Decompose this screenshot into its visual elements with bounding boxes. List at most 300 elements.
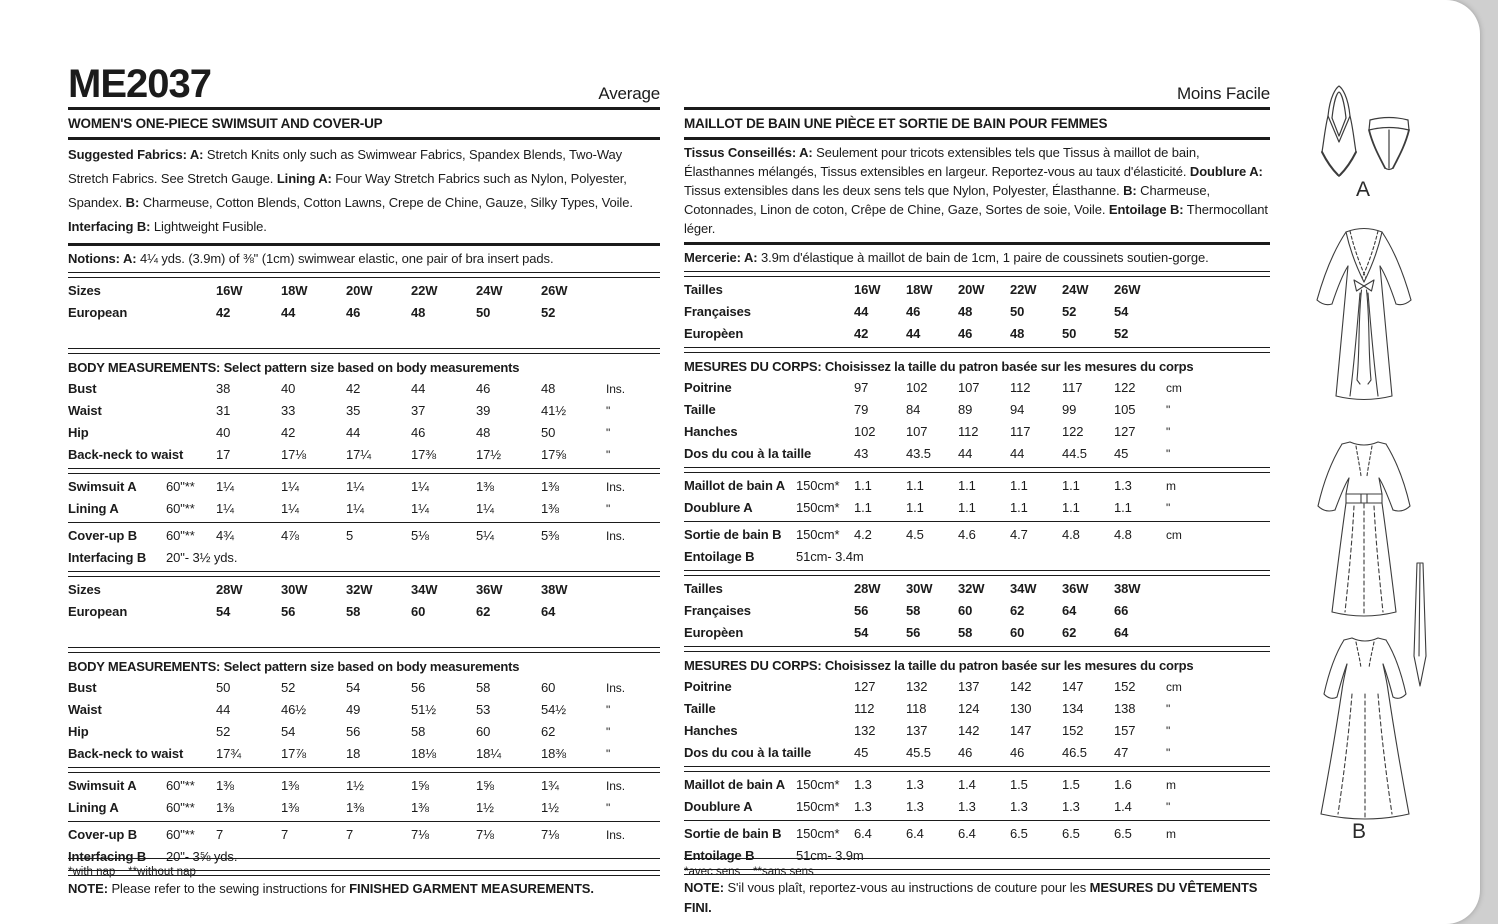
row-value: 1½ bbox=[541, 800, 559, 815]
row-value: 47 bbox=[1114, 745, 1129, 760]
row-value: 94 bbox=[1010, 402, 1025, 417]
row-label: Cover-up B bbox=[68, 827, 138, 842]
row-value: 6.4 bbox=[958, 826, 976, 841]
row-value: 53 bbox=[476, 702, 491, 717]
row-value: 56 bbox=[854, 603, 869, 618]
english-column bbox=[68, 56, 660, 902]
row-value: 39 bbox=[476, 403, 491, 418]
row-value: 127 bbox=[854, 679, 876, 694]
row-value: 124 bbox=[958, 701, 980, 716]
row-value: 7⅛ bbox=[541, 827, 559, 842]
row-value: 44 bbox=[411, 381, 426, 396]
row-value: 50 bbox=[1010, 304, 1025, 319]
row-value: 5⅛ bbox=[411, 528, 429, 543]
row-value: 44 bbox=[1010, 446, 1025, 461]
row-value: 38W bbox=[1114, 581, 1141, 596]
table-row bbox=[684, 720, 1270, 742]
coverup-b-back-illustration bbox=[1312, 632, 1418, 828]
row-value: 31 bbox=[216, 403, 231, 418]
row-unit: " bbox=[1166, 724, 1171, 738]
row-label: Interfacing B bbox=[68, 550, 147, 565]
row-value: 84 bbox=[906, 402, 921, 417]
row-value: 17⅝ bbox=[541, 447, 567, 462]
table-row bbox=[68, 547, 660, 569]
table-row bbox=[684, 399, 1270, 421]
row-value: 122 bbox=[1114, 380, 1136, 395]
table-row bbox=[68, 444, 660, 466]
row-value: 142 bbox=[1010, 679, 1032, 694]
garment-illustrations bbox=[1300, 78, 1490, 878]
row-value: 44 bbox=[906, 326, 921, 341]
row-unit: " bbox=[606, 426, 611, 440]
table-row bbox=[684, 823, 1270, 845]
row-label: Françaises bbox=[684, 304, 751, 319]
row-value: 7 bbox=[216, 827, 224, 842]
view-b-label: B bbox=[1352, 820, 1367, 843]
row-value: 1¼ bbox=[281, 479, 299, 494]
divider bbox=[684, 820, 1270, 821]
row-value: 42 bbox=[281, 425, 296, 440]
row-value: 35 bbox=[346, 403, 361, 418]
french-column bbox=[684, 56, 1270, 921]
row-unit: " bbox=[1166, 403, 1171, 417]
table-row bbox=[684, 323, 1270, 345]
row-value: 46 bbox=[476, 381, 491, 396]
row-value: 1½ bbox=[346, 778, 364, 793]
row-value: 60 bbox=[476, 724, 491, 739]
row-value: 79 bbox=[854, 402, 869, 417]
difficulty-english: Average bbox=[598, 84, 660, 103]
swimsuit-a-illustration bbox=[1314, 84, 1416, 186]
row-value: 44 bbox=[216, 702, 231, 717]
row-value: 1⅜ bbox=[281, 778, 299, 793]
row-value: 132 bbox=[854, 723, 876, 738]
row-value: 58 bbox=[411, 724, 426, 739]
row-value: 17 bbox=[216, 447, 231, 462]
row-value: 42 bbox=[346, 381, 361, 396]
row-value: 54 bbox=[1114, 304, 1129, 319]
row-value: 17⅜ bbox=[411, 447, 437, 462]
row-value: 1.1 bbox=[854, 500, 872, 515]
row-label: European bbox=[68, 305, 128, 320]
row-value: 32W bbox=[346, 582, 373, 597]
row-value: 44 bbox=[958, 446, 973, 461]
tissus-conseilles-paragraph: Tissus Conseillés: A: Seulement pour tricots extensibles tels que Tissus à maillot de bain, Élasthannes mélangés, Tissus extensibles en largeur. Reportez-vous au taux d'élasticité. Doublure A: Tissus extensibles dans les deux sens tels que Nylon, Polyester, Élasthanne. B: Charmeuse, Cotonnades, Linon de coton, Crêpe de Chine, Gaze, Sortes de soie, Voile. Entoilage B: Thermocollant léger. bbox=[684, 145, 1268, 236]
row-value: 5¼ bbox=[476, 528, 494, 543]
row-label: Maillot de bain A bbox=[684, 478, 786, 493]
row-value: 48 bbox=[1010, 326, 1025, 341]
row-value: 66 bbox=[1114, 603, 1129, 618]
row-label: Swimsuit A bbox=[68, 778, 137, 793]
row-value: 40 bbox=[281, 381, 296, 396]
row-width-spec: 51cm- 3.9m bbox=[796, 848, 864, 863]
row-value: 45 bbox=[1114, 446, 1129, 461]
row-label: Tailles bbox=[684, 282, 723, 297]
row-value: 28W bbox=[854, 581, 881, 596]
row-value: 30W bbox=[281, 582, 308, 597]
row-value: 157 bbox=[1114, 723, 1136, 738]
row-value: 1.3 bbox=[906, 777, 924, 792]
row-label: Entoilage B bbox=[684, 549, 755, 564]
row-value: 56 bbox=[906, 625, 921, 640]
row-label: Lining A bbox=[68, 501, 119, 516]
mesures-du-corps-heading-1: MESURES DU CORPS: Choisissez la taille du patron basée sur les mesures du corps bbox=[684, 359, 1194, 374]
coverup-b-front-illustration bbox=[1314, 220, 1416, 406]
row-value: 4¾ bbox=[216, 528, 234, 543]
table-row bbox=[684, 622, 1270, 644]
suggested-fabrics-paragraph: Suggested Fabrics: A: Stretch Knits only such as Swimwear Fabrics, Spandex Blends, Two-Way Stretch Fabrics. See Stretch Gauge. Lining A: Four Way Stretch Fabrics such as Nylon, Polyester, Spandex. B: Charmeuse, Cotton Blends, Cotton Lawns, Crepe de Chine, Gauze, Silky Types, Voile. Interfacing B: Lightweight Fusible. bbox=[68, 147, 633, 234]
row-width-spec: 51cm- 3.4m bbox=[796, 549, 864, 564]
row-unit: " bbox=[606, 747, 611, 761]
row-value: 44 bbox=[346, 425, 361, 440]
mesures-table-2 bbox=[684, 676, 1270, 764]
row-label: Bust bbox=[68, 381, 97, 396]
row-value: 5⅜ bbox=[541, 528, 559, 543]
row-label: Swimsuit A bbox=[68, 479, 137, 494]
row-value: 54 bbox=[854, 625, 869, 640]
row-value: 50 bbox=[476, 305, 491, 320]
row-value: 44 bbox=[854, 304, 869, 319]
row-value: 147 bbox=[1010, 723, 1032, 738]
row-value: 48 bbox=[958, 304, 973, 319]
table-row bbox=[684, 443, 1270, 465]
table-row bbox=[684, 578, 1270, 600]
row-unit: " bbox=[606, 801, 611, 815]
row-value: 45 bbox=[854, 745, 869, 760]
sizes-table-2 bbox=[68, 579, 660, 623]
row-value: 130 bbox=[1010, 701, 1032, 716]
row-value: 152 bbox=[1062, 723, 1084, 738]
pattern-number: ME2037 bbox=[68, 62, 211, 106]
nap-footnote-english: *with nap **without nap bbox=[68, 866, 196, 878]
row-unit: " bbox=[1166, 746, 1171, 760]
row-value: 107 bbox=[958, 380, 980, 395]
row-unit: Ins. bbox=[606, 828, 625, 842]
row-value: 58 bbox=[906, 603, 921, 618]
body-measurements-table-1 bbox=[68, 378, 660, 466]
footnote-block-english bbox=[68, 856, 660, 881]
divider bbox=[684, 570, 1270, 576]
row-value: 137 bbox=[958, 679, 980, 694]
row-value: 117 bbox=[1010, 424, 1031, 439]
row-value: 102 bbox=[854, 424, 876, 439]
row-value: 1.5 bbox=[1062, 777, 1080, 792]
divider bbox=[68, 272, 660, 278]
row-value: 6.4 bbox=[854, 826, 872, 841]
row-value: 20W bbox=[958, 282, 985, 297]
mesures-table-1 bbox=[684, 377, 1270, 465]
row-value: 17⅞ bbox=[281, 746, 307, 761]
coverup-b-back-belted-illustration bbox=[1314, 434, 1416, 622]
table-row bbox=[68, 824, 660, 846]
row-width-spec: 150cm* bbox=[796, 777, 840, 792]
row-value: 46 bbox=[346, 305, 361, 320]
divider bbox=[68, 348, 660, 354]
row-unit: " bbox=[606, 404, 611, 418]
row-width-spec: 60"** bbox=[166, 501, 195, 516]
row-value: 1.1 bbox=[854, 478, 872, 493]
row-value: 62 bbox=[1062, 625, 1077, 640]
table-row bbox=[68, 422, 660, 444]
row-value: 36W bbox=[476, 582, 503, 597]
table-row bbox=[68, 579, 660, 601]
row-unit: " bbox=[606, 725, 611, 739]
row-width-spec: 150cm* bbox=[796, 500, 840, 515]
row-value: 142 bbox=[958, 723, 980, 738]
row-value: 44.5 bbox=[1062, 446, 1087, 461]
row-value: 41½ bbox=[541, 403, 567, 418]
tailles-table-1 bbox=[684, 279, 1270, 345]
row-value: 18W bbox=[281, 283, 308, 298]
row-value: 52 bbox=[541, 305, 556, 320]
table-row bbox=[68, 721, 660, 743]
row-unit: cm bbox=[1166, 381, 1182, 395]
row-value: 48 bbox=[476, 425, 491, 440]
row-value: 46.5 bbox=[1062, 745, 1087, 760]
table-row bbox=[684, 475, 1270, 497]
row-width-spec: 20"- 3⅝ yds. bbox=[166, 849, 238, 864]
row-value: 34W bbox=[1010, 581, 1037, 596]
row-value: 127 bbox=[1114, 424, 1136, 439]
divider bbox=[684, 858, 1270, 859]
row-unit: Ins. bbox=[606, 681, 625, 695]
row-value: 40 bbox=[216, 425, 231, 440]
row-unit: m bbox=[1166, 778, 1176, 792]
row-value: 1.1 bbox=[1062, 500, 1080, 515]
row-value: 1⅜ bbox=[541, 501, 559, 516]
table-row bbox=[68, 400, 660, 422]
row-value: 7 bbox=[281, 827, 289, 842]
row-value: 99 bbox=[1062, 402, 1077, 417]
row-label: Interfacing B bbox=[68, 849, 147, 864]
row-value: 112 bbox=[958, 424, 979, 439]
sizes-table-1 bbox=[68, 280, 660, 324]
row-value: 30W bbox=[906, 581, 933, 596]
row-value: 4.2 bbox=[854, 527, 872, 542]
row-label: Maillot de bain A bbox=[684, 777, 786, 792]
row-value: 42 bbox=[216, 305, 231, 320]
note-line-french: NOTE: S'il vous plaît, reportez-vous au instructions de couture pour les MESURES DU VÊTEMENTS FINI. bbox=[684, 880, 1258, 915]
row-value: 122 bbox=[1062, 424, 1084, 439]
row-value: 46 bbox=[958, 745, 973, 760]
divider bbox=[684, 521, 1270, 522]
row-value: 105 bbox=[1114, 402, 1136, 417]
table-row bbox=[684, 524, 1270, 546]
row-value: 4.5 bbox=[906, 527, 924, 542]
row-label: Sortie de bain B bbox=[684, 826, 782, 841]
row-value: 117 bbox=[1062, 380, 1083, 395]
table-row bbox=[68, 302, 660, 324]
row-label: Europèen bbox=[684, 625, 744, 640]
row-label: Cover-up B bbox=[68, 528, 138, 543]
row-value: 1¼ bbox=[411, 501, 429, 516]
row-value: 46 bbox=[958, 326, 973, 341]
row-label: Françaises bbox=[684, 603, 751, 618]
row-value: 20W bbox=[346, 283, 373, 298]
row-value: 17½ bbox=[476, 447, 502, 462]
table-row bbox=[68, 525, 660, 547]
row-label: Dos du cou à la taille bbox=[684, 745, 812, 760]
row-value: 1.5 bbox=[1010, 777, 1028, 792]
divider bbox=[68, 571, 660, 577]
row-value: 17⅛ bbox=[281, 447, 307, 462]
row-value: 18⅜ bbox=[541, 746, 567, 761]
row-value: 50 bbox=[1062, 326, 1077, 341]
row-value: 1⅜ bbox=[281, 800, 299, 815]
row-unit: cm bbox=[1166, 680, 1182, 694]
row-value: 4.7 bbox=[1010, 527, 1028, 542]
row-value: 48 bbox=[541, 381, 556, 396]
row-label: Hanches bbox=[684, 723, 738, 738]
row-value: 62 bbox=[541, 724, 556, 739]
row-value: 1¼ bbox=[216, 479, 234, 494]
divider bbox=[68, 137, 660, 140]
row-value: 4.8 bbox=[1114, 527, 1132, 542]
row-unit: " bbox=[1166, 425, 1171, 439]
table-row bbox=[68, 797, 660, 819]
row-value: 89 bbox=[958, 402, 973, 417]
row-value: 1.1 bbox=[1062, 478, 1080, 493]
row-value: 58 bbox=[476, 680, 491, 695]
table-row bbox=[68, 743, 660, 765]
row-value: 17¾ bbox=[216, 746, 242, 761]
table-row bbox=[68, 280, 660, 302]
row-label: Taille bbox=[684, 402, 716, 417]
row-value: 1¼ bbox=[346, 479, 364, 494]
row-label: Bust bbox=[68, 680, 97, 695]
row-value: 22W bbox=[411, 283, 438, 298]
divider bbox=[68, 522, 660, 523]
row-value: 1.1 bbox=[1114, 500, 1132, 515]
row-value: 1.1 bbox=[906, 478, 924, 493]
row-value: 16W bbox=[216, 283, 243, 298]
difficulty-french: Moins Facile bbox=[1176, 84, 1270, 103]
table-row bbox=[684, 742, 1270, 764]
divider bbox=[68, 468, 660, 474]
row-unit: " bbox=[606, 703, 611, 717]
row-unit: " bbox=[606, 502, 611, 516]
row-value: 16W bbox=[854, 282, 881, 297]
table-row bbox=[684, 546, 1270, 568]
row-unit: cm bbox=[1166, 528, 1182, 542]
row-width-spec: 60"** bbox=[166, 800, 195, 815]
row-value: 102 bbox=[906, 380, 928, 395]
spacer bbox=[68, 623, 660, 645]
row-value: 36W bbox=[1062, 581, 1089, 596]
body-measurements-heading-2: BODY MEASUREMENTS: Select pattern size based on body measurements bbox=[68, 659, 520, 674]
row-unit: Ins. bbox=[606, 529, 625, 543]
row-value: 34W bbox=[411, 582, 438, 597]
row-value: 1.4 bbox=[1114, 799, 1132, 814]
row-value: 17¼ bbox=[346, 447, 372, 462]
row-value: 46 bbox=[1010, 745, 1025, 760]
divider bbox=[684, 347, 1270, 353]
row-label: Back-neck to waist bbox=[68, 746, 184, 761]
row-value: 1½ bbox=[476, 800, 494, 815]
row-value: 107 bbox=[906, 424, 928, 439]
row-value: 1⅝ bbox=[476, 778, 494, 793]
table-row bbox=[684, 377, 1270, 399]
row-unit: Ins. bbox=[606, 480, 625, 494]
row-value: 50 bbox=[541, 425, 556, 440]
row-label: Poitrine bbox=[684, 679, 732, 694]
row-value: 6.5 bbox=[1010, 826, 1028, 841]
row-value: 60 bbox=[1010, 625, 1025, 640]
row-label: Lining A bbox=[68, 800, 119, 815]
row-value: 50 bbox=[216, 680, 231, 695]
row-value: 24W bbox=[1062, 282, 1089, 297]
row-unit: " bbox=[1166, 800, 1171, 814]
row-value: 33 bbox=[281, 403, 296, 418]
french-header bbox=[684, 56, 1270, 104]
divider bbox=[684, 107, 1270, 110]
row-label: Sortie de bain B bbox=[684, 527, 782, 542]
divider bbox=[68, 858, 660, 859]
row-value: 4⅞ bbox=[281, 528, 299, 543]
divider bbox=[68, 767, 660, 773]
row-value: 1⅜ bbox=[541, 479, 559, 494]
row-label: Tailles bbox=[684, 581, 723, 596]
table-row bbox=[684, 600, 1270, 622]
row-value: 1.3 bbox=[854, 777, 872, 792]
nap-footnote-french: *avec sens **sans sens bbox=[684, 866, 814, 878]
row-value: 1¼ bbox=[411, 479, 429, 494]
row-value: 43 bbox=[854, 446, 869, 461]
row-width-spec: 20"- 3½ yds. bbox=[166, 550, 238, 565]
row-value: 1.1 bbox=[958, 478, 976, 493]
row-label: Hip bbox=[68, 425, 89, 440]
row-unit: " bbox=[1166, 702, 1171, 716]
footnote-block-french bbox=[684, 856, 1270, 881]
row-value: 46 bbox=[906, 304, 921, 319]
row-value: 1.1 bbox=[958, 500, 976, 515]
row-label: Doublure A bbox=[684, 799, 753, 814]
spacer bbox=[68, 324, 660, 346]
row-value: 1.1 bbox=[906, 500, 924, 515]
row-value: 1.1 bbox=[1010, 500, 1028, 515]
row-value: 62 bbox=[1010, 603, 1025, 618]
row-value: 1¼ bbox=[281, 501, 299, 516]
divider bbox=[684, 242, 1270, 245]
divider bbox=[684, 137, 1270, 140]
row-width-spec: 150cm* bbox=[796, 799, 840, 814]
garment-title-english: WOMEN'S ONE-PIECE SWIMSUIT AND COVER-UP bbox=[68, 116, 383, 131]
row-value: 54½ bbox=[541, 702, 567, 717]
row-value: 7⅛ bbox=[476, 827, 494, 842]
row-value: 54 bbox=[216, 604, 231, 619]
row-value: 7 bbox=[346, 827, 354, 842]
row-value: 58 bbox=[346, 604, 361, 619]
row-value: 38W bbox=[541, 582, 568, 597]
row-value: 56 bbox=[281, 604, 296, 619]
notions-line: Notions: A: 4¼ yds. (3.9m) of ⅜" (1cm) swimwear elastic, one pair of bra insert pads. bbox=[68, 251, 554, 266]
metrage-table-2-maillot bbox=[684, 774, 1270, 818]
row-value: 147 bbox=[1062, 679, 1084, 694]
row-value: 18⅛ bbox=[411, 746, 437, 761]
row-value: 52 bbox=[281, 680, 296, 695]
row-label: Back-neck to waist bbox=[68, 447, 184, 462]
yardage-table-1-coverup bbox=[68, 525, 660, 569]
row-value: 152 bbox=[1114, 679, 1136, 694]
row-value: 43.5 bbox=[906, 446, 931, 461]
row-value: 6.5 bbox=[1114, 826, 1132, 841]
yardage-table-1-swimsuit bbox=[68, 476, 660, 520]
row-value: 1¼ bbox=[216, 501, 234, 516]
row-label: Taille bbox=[684, 701, 716, 716]
row-value: 18W bbox=[906, 282, 933, 297]
row-value: 60 bbox=[411, 604, 426, 619]
row-value: 54 bbox=[281, 724, 296, 739]
